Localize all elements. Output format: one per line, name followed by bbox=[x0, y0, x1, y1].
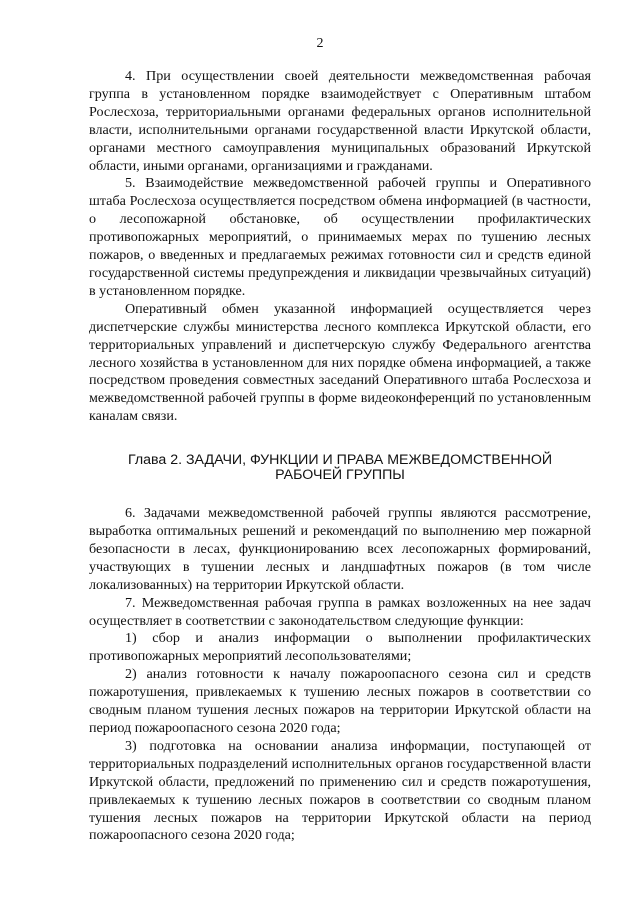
paragraph-item-4: 4. При осуществлении своей деятельности межведомственная рабочая группа в установленном порядке взаимодействует с Оперативным штабом Рослесхоза, территориальными органами федеральных органов исполнительной власти, исполнительными органами государственной власти Иркутской области, органами местного самоуправления муниципальных образований Иркутской области, иными органами, организациями и гражданами. bbox=[89, 68, 591, 174]
paragraph-item-7: 7. Межведомственная рабочая группа в рамках возложенных на нее задач осуществляет в соответствии с законодательством следующие функции: bbox=[89, 594, 591, 629]
page-number: 2 bbox=[316, 36, 324, 51]
paragraph-item-5: 5. Взаимодействие межведомственной рабочей группы и Оперативного штаба Рослесхоза осуществляется посредством обмена информацией (в частности, о лесопожарной обстановке, об осуществлении профилактических противопожарных мероприятий, о принимаемых мерах по тушению лесных пожаров, о введенных и предлагаемых режимах готовности сил и средств единой государственной системы предупреждения и ликвидации чрезвычайных ситуаций) в установленном порядке. bbox=[89, 175, 591, 299]
spacer bbox=[89, 426, 591, 453]
chapter-heading bbox=[89, 453, 591, 483]
list-item-1: 1) сбор и анализ информации о выполнении профилактических противопожарных мероприятий лесопользователями; bbox=[89, 630, 591, 665]
paragraph-info-exchange: Оперативный обмен указанной информацией осуществляется через диспетчерские службы министерства лесного комплекса Иркутской области, его территориальных управлений и диспетчерскую службу Федерального агентства лесного хозяйства в установленном для них порядке обмена информацией, а также посредством проведения совместных заседаний Оперативного штаба Рослесхоза и межведомственной рабочей группы в форме видеоконференций по установленным каналам связи. bbox=[89, 300, 591, 425]
document-body bbox=[89, 68, 591, 845]
paragraph-item-6: 6. Задачами межведомственной рабочей группы являются рассмотрение, выработка оптимальных решений и рекомендаций по выполнению мер пожарной безопасности в лесах, функционированию всех лесопожарных формирований, участвующих в тушении лесных и ландшафтных пожаров (в том числе локализованных) на территории Иркутской области. bbox=[89, 505, 591, 593]
list-item-2: 2) анализ готовности к началу пожароопасного сезона сил и средств пожаротушения, привлекаемых к тушению лесных пожаров в соответствии со сводным планом тушения лесных пожаров на территории Иркутской области на период пожароопасного сезона 2020 года; bbox=[89, 666, 591, 736]
chapter-heading-line-2: РАБОЧЕЙ ГРУППЫ bbox=[275, 467, 405, 484]
list-item-3: 3) подготовка на основании анализа информации, поступающей от территориальных подразделений исполнительных органов государственной власти Иркутской области, предложений по применению сил и средств пожаротушения, привлекаемых к тушению лесных пожаров в соответствии со сводным планом тушения лесных пожаров на территории Иркутской области на период пожароопасного сезона 2020 года; bbox=[89, 737, 591, 844]
chapter-heading-line-1: Глава 2. ЗАДАЧИ, ФУНКЦИИ И ПРАВА МЕЖВЕДОМСТВЕННОЙ bbox=[127, 452, 553, 469]
